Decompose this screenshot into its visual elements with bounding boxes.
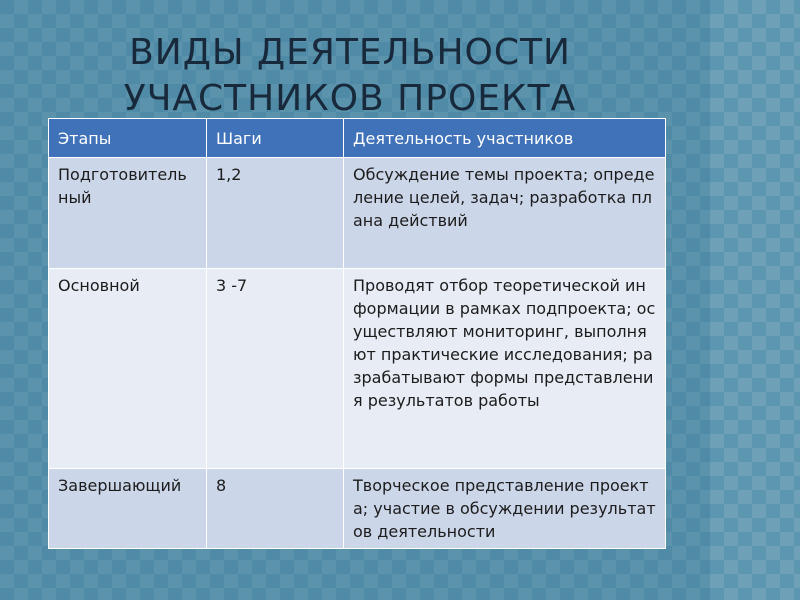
table-row [49,469,666,549]
cell-activity: Обсуждение темы проекта; определение целей, задач; разработка плана действий [344,158,666,269]
header-activity: Деятельность участников [344,119,666,158]
table-row [49,158,666,269]
table-header-row [49,119,666,158]
cell-stage: Подготовительный [49,158,207,269]
cell-stage: Основной [49,269,207,469]
slide-title-line-1: ВИДЫ ДЕЯТЕЛЬНОСТИ [129,32,571,73]
cell-stage: Завершающий [49,469,207,549]
cell-steps: 1,2 [207,158,344,269]
activity-table [48,118,666,549]
cell-activity: Проводят отбор теоретической информации в рамках подпроекта; осуществляют мониторинг, выполняют практические исследования; разрабатывают формы представления результатов работы [344,269,666,469]
header-stages: Этапы [49,119,207,158]
slide-title [0,30,700,122]
cell-steps: 3 -7 [207,269,344,469]
slide-title-line-2: УЧАСТНИКОВ ПРОЕКТА [123,78,577,119]
header-steps: Шаги [207,119,344,158]
decorative-side-strip [710,0,800,600]
cell-steps: 8 [207,469,344,549]
table-row [49,269,666,469]
cell-activity: Творческое представление проекта; участие в обсуждении результатов деятельности [344,469,666,549]
